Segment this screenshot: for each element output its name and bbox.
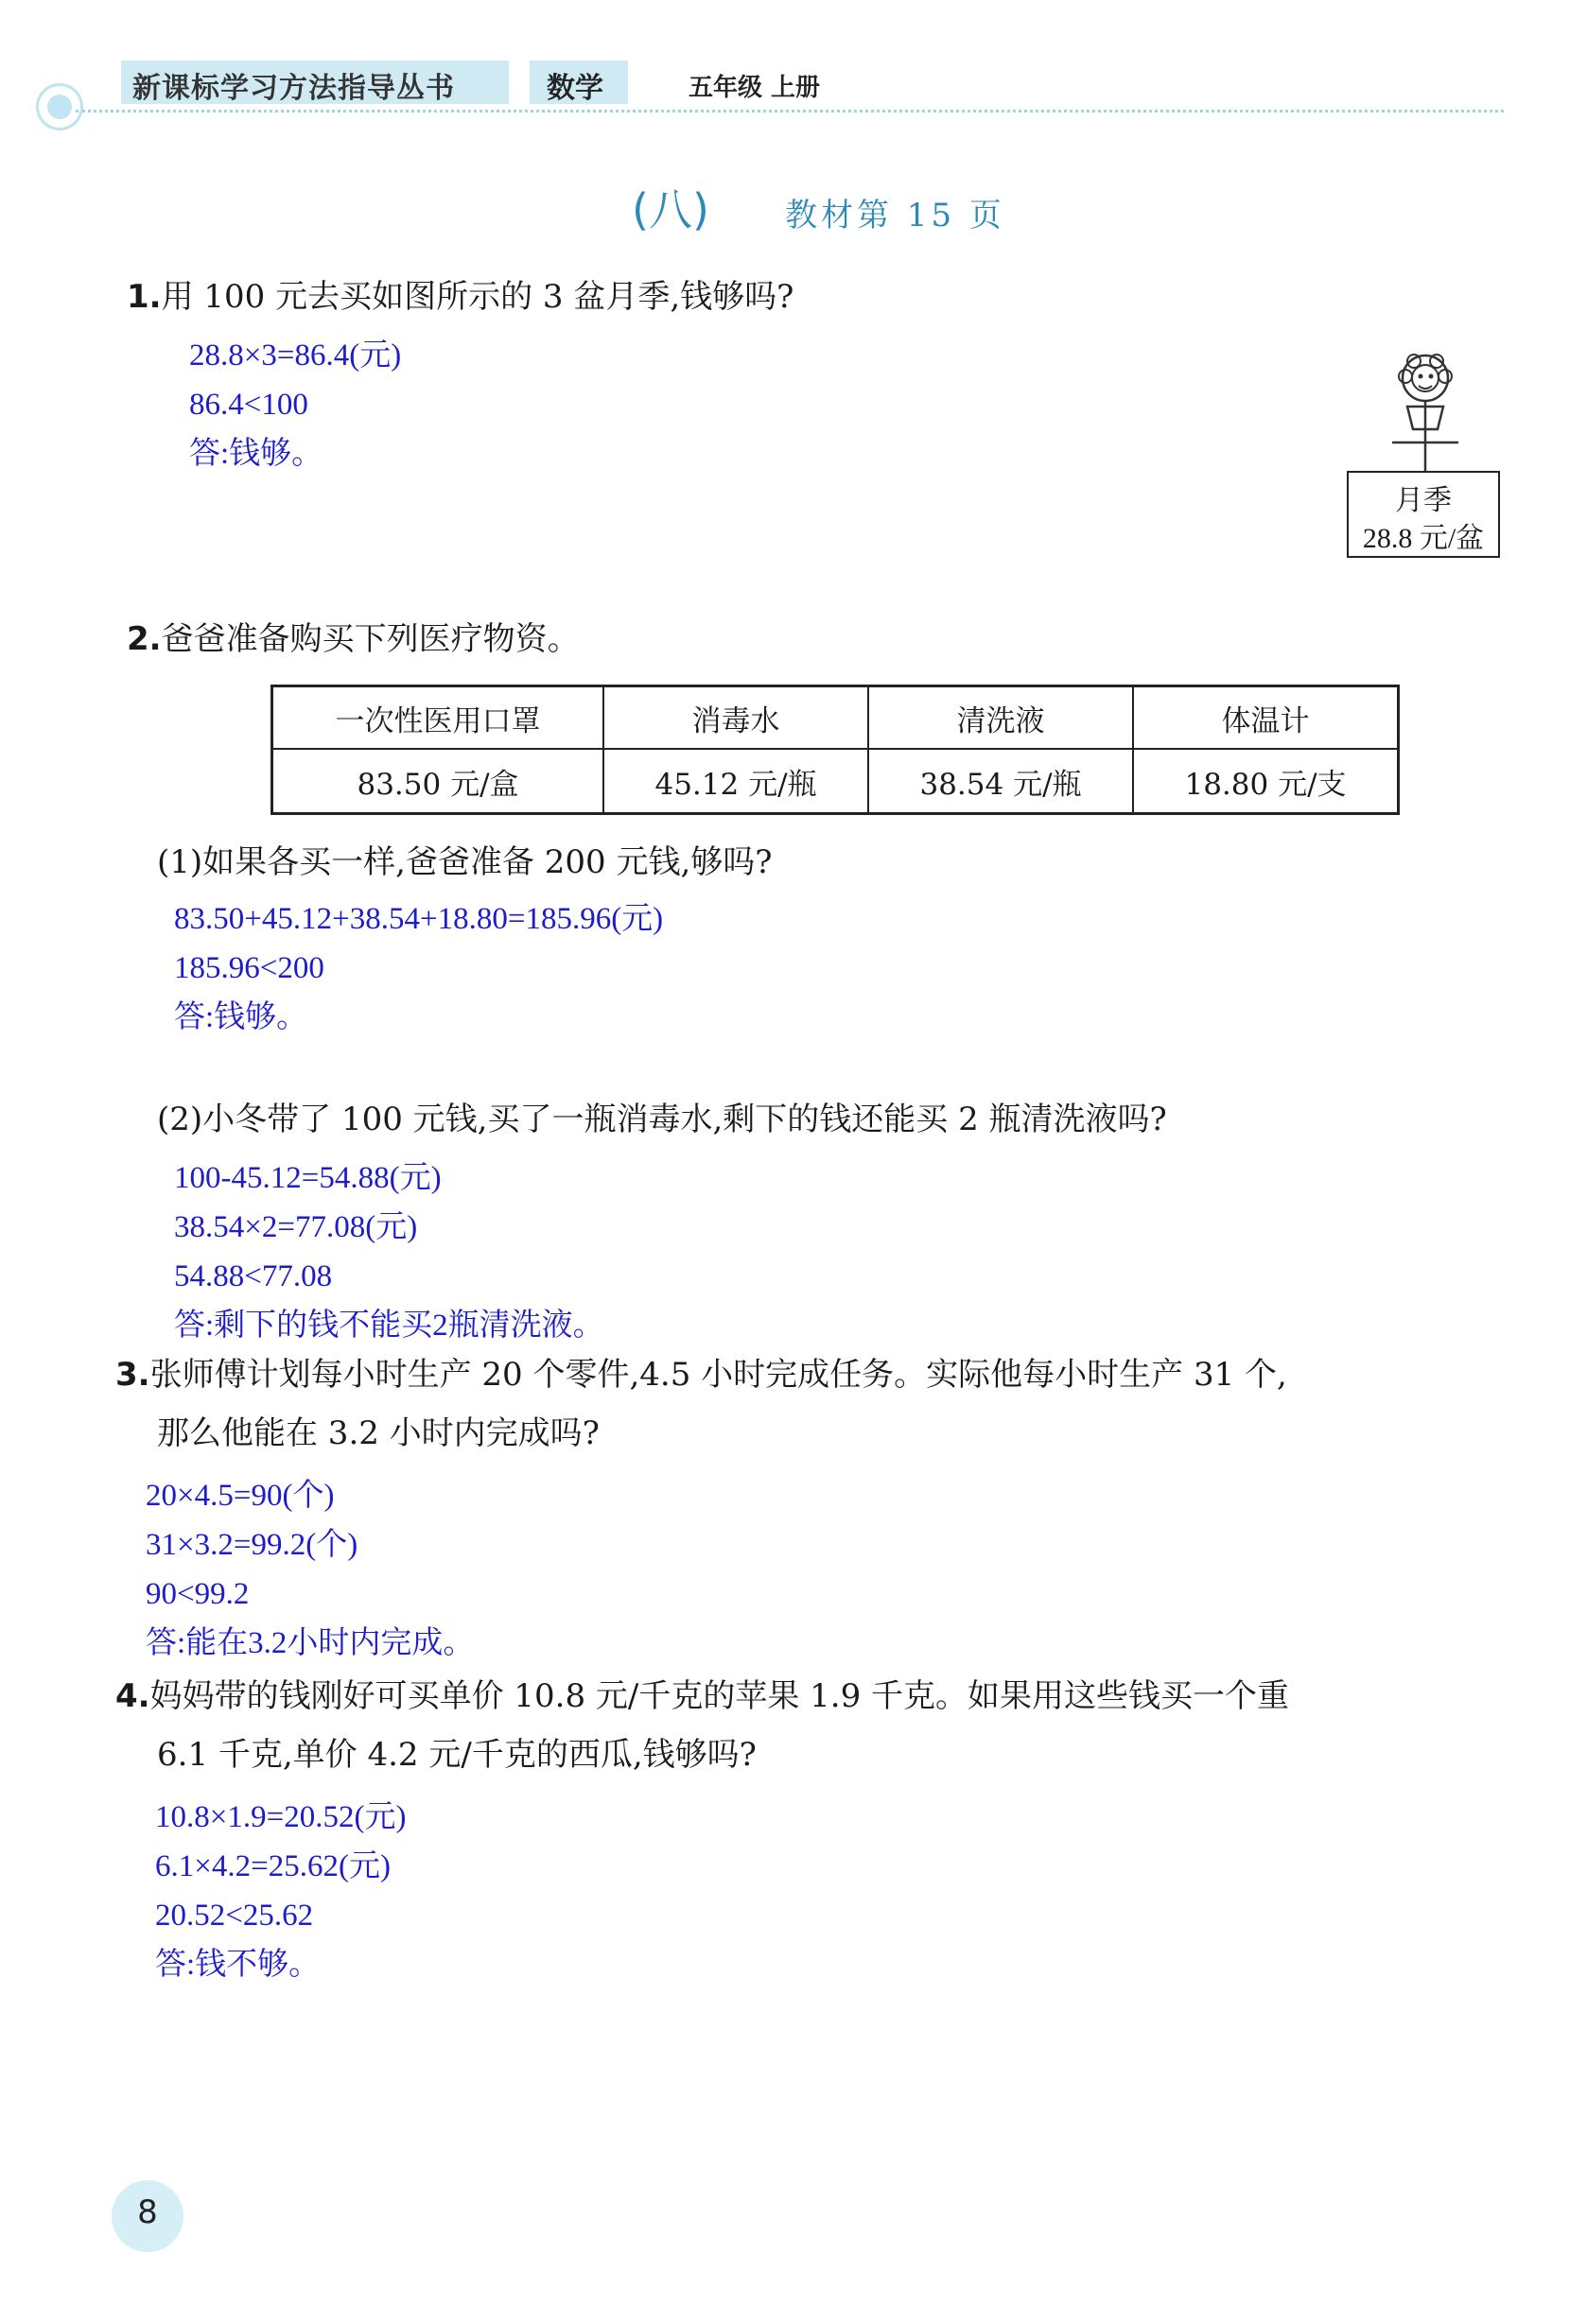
q2-1-answer-3: 答:钱够。 xyxy=(174,1000,308,1034)
q1-answer-3: 答:钱够。 xyxy=(189,437,323,471)
product-name: 月季 xyxy=(1395,484,1452,517)
question-2-number: 2. xyxy=(127,620,162,658)
table-price-cell: 83.50 元/盒 xyxy=(272,749,604,814)
question-3-line-1 xyxy=(115,1354,1287,1396)
question-2-text: 爸爸准备购买下列医疗物资。 xyxy=(161,620,580,658)
question-1 xyxy=(127,276,794,318)
q4-answer-4: 答:钱不够。 xyxy=(155,1948,321,1982)
table-header-cell: 清洗液 xyxy=(868,686,1133,750)
question-2-sub-1: (1)如果各买一样,爸爸准备 200 元钱,够吗? xyxy=(157,843,773,881)
flower-plant-icon xyxy=(1383,342,1468,471)
q2-1-answer-1: 83.50+45.12+38.54+18.80=185.96(元) xyxy=(174,902,664,936)
header-grade: 五年级 上册 xyxy=(689,74,821,102)
table-header-cell: 体温计 xyxy=(1133,686,1399,750)
page-number: 8 xyxy=(137,2194,158,2231)
q3-answer-1: 20×4.5=90(个) xyxy=(146,1479,335,1513)
table-header-cell: 消毒水 xyxy=(603,686,868,750)
table-price-cell: 38.54 元/瓶 xyxy=(868,749,1133,814)
q2-2-answer-2: 38.54×2=77.08(元) xyxy=(174,1210,418,1244)
q1-answer-2: 86.4<100 xyxy=(189,388,308,422)
q4-answer-2: 6.1×4.2=25.62(元) xyxy=(155,1849,391,1883)
section-reference: 教材第 15 页 xyxy=(785,197,1005,234)
table-price-cell: 45.12 元/瓶 xyxy=(603,749,868,814)
q3-answer-4: 答:能在3.2小时内完成。 xyxy=(146,1626,475,1660)
q2-2-answer-1: 100-45.12=54.88(元) xyxy=(174,1161,442,1195)
q4-answer-1: 10.8×1.9=20.52(元) xyxy=(155,1800,407,1834)
question-4-line-1 xyxy=(115,1675,1289,1717)
table-row xyxy=(272,686,1399,750)
question-1-text: 用 100 元去买如图所示的 3 盆月季,钱够吗? xyxy=(161,278,794,316)
q3-answer-3: 90<99.2 xyxy=(146,1577,250,1611)
question-3-text: 张师傅计划每小时生产 20 个零件,4.5 小时完成任务。实际他每小时生产 31 个, xyxy=(149,1356,1287,1394)
table-price-cell: 18.80 元/支 xyxy=(1133,749,1399,814)
question-3-number: 3. xyxy=(115,1356,150,1394)
table-header-cell: 一次性医用口罩 xyxy=(272,686,604,750)
product-price: 28.8 元/盆 xyxy=(1362,523,1485,554)
question-4-number: 4. xyxy=(115,1677,150,1715)
q2-1-answer-2: 185.96<200 xyxy=(174,951,324,985)
section-number: (八) xyxy=(632,184,709,235)
q2-2-answer-3: 54.88<77.08 xyxy=(174,1259,333,1293)
header-series-title: 新课标学习方法指导丛书 xyxy=(132,72,455,105)
table-row xyxy=(272,749,1399,814)
question-2-sub-2: (2)小冬带了 100 元钱,买了一瓶消毒水,剩下的钱还能买 2 瓶清洗液吗? xyxy=(157,1101,1167,1138)
medical-supplies-table xyxy=(270,685,1400,815)
header-subject: 数学 xyxy=(547,72,603,105)
header-decor-dot xyxy=(47,95,72,119)
question-3-line-2: 那么他能在 3.2 小时内完成吗? xyxy=(157,1414,600,1452)
question-4-text: 妈妈带的钱刚好可买单价 10.8 元/千克的苹果 1.9 千克。如果用这些钱买一个重 xyxy=(149,1677,1290,1715)
q2-2-answer-4: 答:剩下的钱不能买2瓶清洗液。 xyxy=(174,1309,604,1343)
q4-answer-3: 20.52<25.62 xyxy=(155,1899,314,1933)
q1-answer-1: 28.8×3=86.4(元) xyxy=(189,338,402,373)
question-4-line-2: 6.1 千克,单价 4.2 元/千克的西瓜,钱够吗? xyxy=(157,1736,757,1774)
question-1-number: 1. xyxy=(127,278,162,316)
header-divider xyxy=(76,110,1504,113)
q3-answer-2: 31×3.2=99.2(个) xyxy=(146,1528,358,1562)
question-2 xyxy=(127,618,580,660)
